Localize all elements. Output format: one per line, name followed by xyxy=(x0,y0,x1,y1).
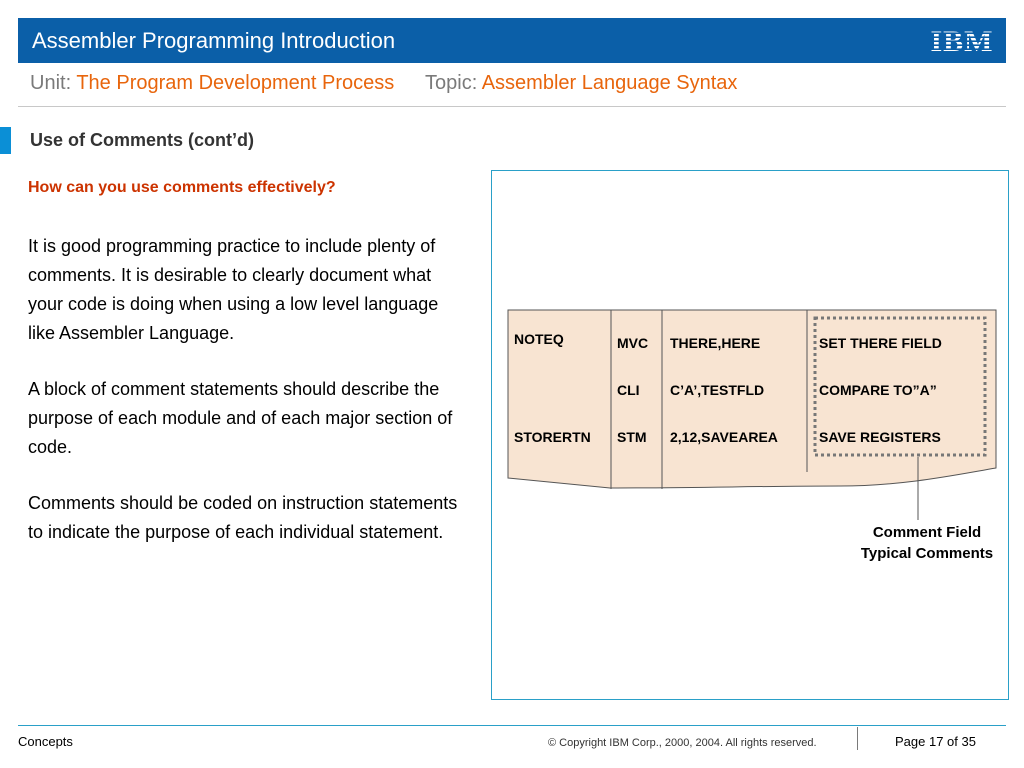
ibm-logo-icon xyxy=(930,26,994,54)
paragraph-1: It is good programming practice to include plenty of comments. It is desirable to clearly document what your code is doing when using a low level language like Assembler Language. xyxy=(28,236,439,343)
footer-copyright: © Copyright IBM Corp., 2000, 2004. All rights reserved. xyxy=(548,737,817,749)
section-marker xyxy=(0,127,11,154)
operation-cell-1: MVC xyxy=(617,335,649,351)
comment-cell-2: COMPARE TO”A” xyxy=(819,382,937,398)
label-cell-3: STORERTN xyxy=(514,429,591,445)
comment-cell-3: SAVE REGISTERS xyxy=(819,429,941,445)
paragraph-2: A block of comment statements should describe the purpose of each module and of each major section of code. xyxy=(28,379,453,457)
header-divider xyxy=(18,106,1006,107)
header-bar xyxy=(18,18,1006,63)
label-cell-1: NOTEQ xyxy=(514,331,564,347)
topic-value: Assembler Language Syntax xyxy=(481,72,738,94)
footer-divider xyxy=(18,725,1006,726)
operation-cell-3: STM xyxy=(617,429,647,445)
page-number: Page 17 of 35 xyxy=(895,734,976,749)
operands-cell-1: THERE,HERE xyxy=(670,335,761,351)
operands-cell-2: C’A’,TESTFLD xyxy=(670,382,765,398)
footer-separator xyxy=(857,727,858,750)
callout-line-1: Comment Field xyxy=(872,524,982,541)
breadcrumb xyxy=(30,72,737,95)
paragraph-3: Comments should be coded on instruction statements to indicate the purpose of each individual statement. xyxy=(28,493,458,542)
footer-section-label: Concepts xyxy=(18,734,73,749)
callout-caption xyxy=(842,522,1012,564)
section-title: Use of Comments (cont’d) xyxy=(30,130,255,150)
operation-cell-2: CLI xyxy=(617,382,640,398)
comment-cell-1: SET THERE FIELD xyxy=(819,335,942,351)
topic-label: Topic: xyxy=(425,72,478,94)
question-heading: How can you use comments effectively? xyxy=(28,179,336,196)
callout-line-2: Typical Comments xyxy=(860,545,994,562)
operands-cell-3: 2,12,SAVEAREA xyxy=(670,429,778,445)
unit-label: Unit: xyxy=(30,72,72,94)
app-title: Assembler Programming Introduction xyxy=(32,28,396,53)
unit-value: The Program Development Process xyxy=(76,72,395,94)
